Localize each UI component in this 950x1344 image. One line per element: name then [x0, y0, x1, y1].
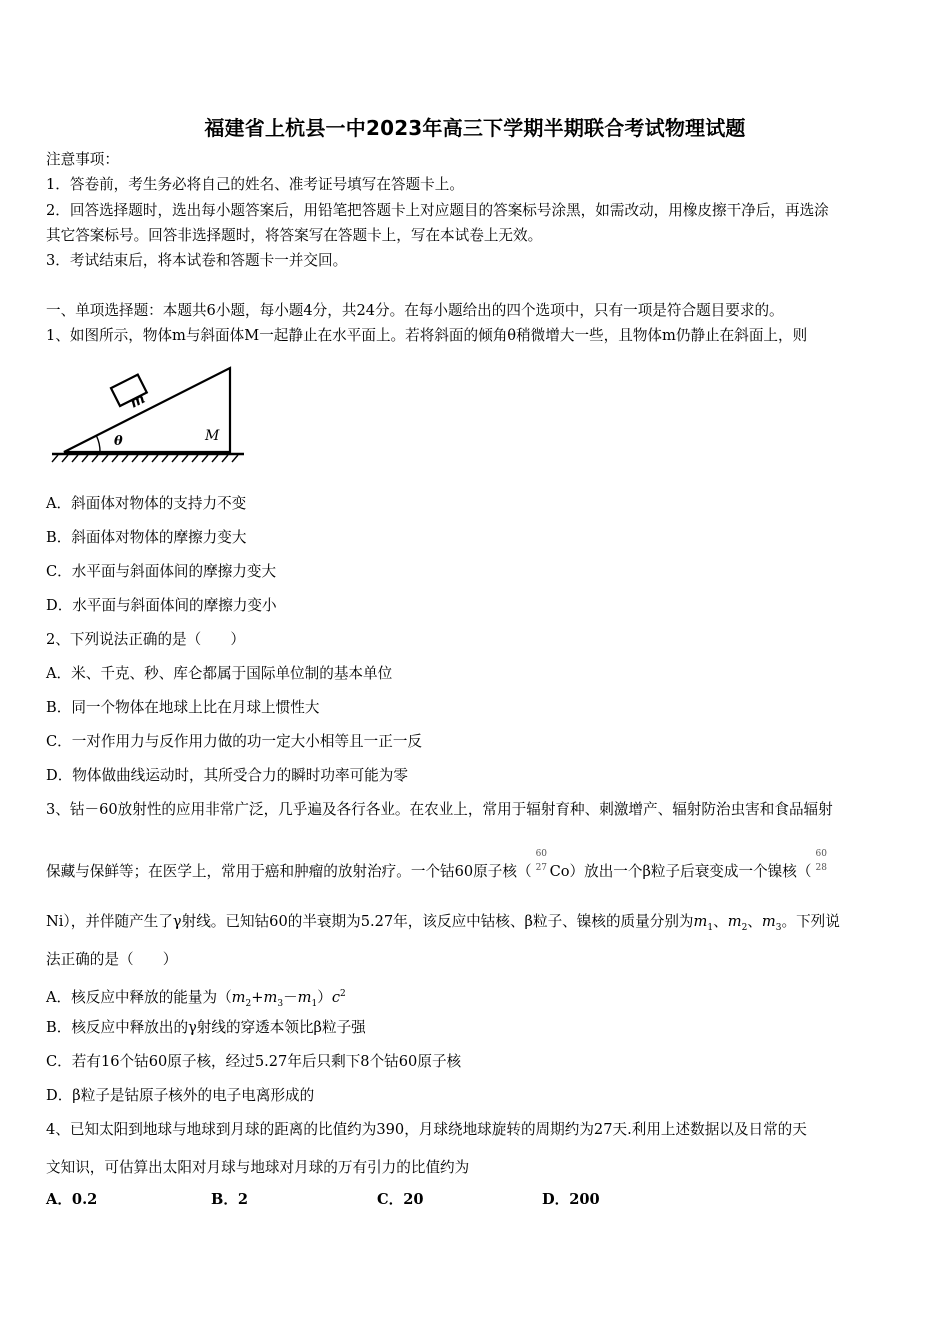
wedge-label: M	[205, 428, 220, 444]
q3-text-3a: Ni），并伴随产生了γ射线。已知钴60的半衰期为5.27年，该反应中钴核、β粒子、镍核的质量分别为	[46, 913, 694, 930]
cobalt-atomic-number: 27	[535, 863, 548, 873]
q4-option-a: A．0.2	[46, 1191, 98, 1208]
ground-hatching	[52, 455, 238, 462]
option-a-m3: m	[263, 988, 278, 1006]
notice-item-2-line-2: 其它答案标号。回答非选择题时，将答案写在答题卡上，写在本试卷上无效。	[46, 227, 543, 244]
notice-item-3: 3．考试结束后，将本试卷和答题卡一并交回。	[46, 252, 348, 269]
question-4-line-2: 文知识，可估算出太阳对月球与地球对月球的万有引力的比值约为	[46, 1159, 470, 1176]
cobalt-mass-number: 60	[535, 849, 548, 859]
separator: 、	[713, 913, 728, 930]
cobalt-nuclide-symbol	[532, 849, 550, 882]
mass-m3-subscript: 3	[775, 922, 782, 933]
q3-text-2b: Co）放出一个β粒子后衰变成一个镍核（	[549, 863, 812, 880]
question-3-line-3	[46, 912, 908, 938]
mass-m1: m	[693, 913, 708, 930]
block-label: m	[127, 390, 148, 412]
q3-option-c: C．若有16个钴60原子核，经过5.27年后只剩下8个钴60原子核	[46, 1053, 462, 1070]
angle-label: θ	[114, 434, 123, 449]
mass-m2: m	[727, 913, 742, 930]
close-paren: ）	[317, 988, 332, 1006]
mass-m2-subscript: 2	[741, 922, 748, 933]
option-a-m1-subscript: 1	[311, 998, 318, 1009]
minus-sign: －	[283, 988, 298, 1006]
q1-option-c: C．水平面与斜面体间的摩擦力变大	[46, 563, 277, 580]
q2-option-c: C．一对作用力与反作用力做的功一定大小相等且一正一反	[46, 733, 423, 750]
angle-arc	[97, 436, 101, 452]
question-2-stem: 2、下列说法正确的是（ ）	[46, 631, 246, 648]
q2-option-a: A．米、千克、秒、库仑都属于国际单位制的基本单位	[46, 665, 393, 682]
speed-of-light: c	[331, 988, 341, 1006]
notice-item-2-line-1: 2．回答选择题时，选出每小题答案后，用铅笔把答题卡上对应题目的答案标号涂黑，如需改动，用橡皮擦干净后，再选涂	[46, 202, 829, 219]
option-a-m2-subscript: 2	[245, 998, 252, 1009]
q3-option-d: D．β粒子是钴原子核外的电子电离形成的	[46, 1087, 315, 1104]
nickel-atomic-number: 28	[815, 863, 827, 873]
option-a-m2: m	[231, 988, 246, 1006]
q4-option-b: B．2	[211, 1191, 249, 1208]
question-4-line-1: 4、已知太阳到地球与地球到月球的距离的比值约为390，月球绕地球旋转的周期约为27天.利用上述数据以及日常的天	[46, 1121, 807, 1138]
question-3-line-1: 3、钴－60放射性的应用非常广泛，几乎遍及各行各业。在农业上，常用于辐射育种、刺激增产、辐射防治虫害和食品辐射	[46, 801, 833, 818]
plus-sign: +	[251, 988, 264, 1006]
mass-m3: m	[761, 913, 776, 930]
mass-m1-subscript: 1	[707, 922, 714, 933]
exponent: 2	[340, 989, 346, 999]
option-a-m3-subscript: 3	[277, 998, 284, 1009]
q1-option-d: D．水平面与斜面体间的摩擦力变小	[46, 597, 277, 614]
q4-option-c: C．20	[377, 1191, 424, 1208]
separator: 、	[747, 913, 762, 930]
q3-text-2a: 保藏与保鲜等；在医学上，常用于癌和肿瘤的放射治疗。一个钴60原子核（	[46, 863, 532, 880]
nickel-mass-number: 60	[815, 849, 827, 859]
q2-option-d: D．物体做曲线运动时，其所受合力的瞬时功率可能为零	[46, 767, 408, 784]
section-heading: 一、单项选择题：本题共6小题，每小题4分，共24分。在每小题给出的四个选项中，只有一项是符合题目要求的。	[46, 302, 784, 319]
option-a-m1: m	[297, 988, 312, 1006]
page-title: 福建省上杭县一中2023年高三下学期半期联合考试物理试题	[204, 116, 746, 140]
q3-option-a	[46, 984, 908, 1014]
nickel-nuclide-symbol	[811, 849, 829, 882]
q3-option-b: B．核反应中释放出的γ射线的穿透本领比β粒子强	[46, 1019, 366, 1036]
question-1-stem: 1、如图所示，物体m与斜面体M一起静止在水平面上。若将斜面的倾角θ稍微增大一些，且物体m仍静止在斜面上，则	[46, 327, 808, 344]
q4-option-d: D．200	[542, 1191, 600, 1208]
q3-text-3b: 。下列说	[781, 913, 840, 930]
incline-diagram	[50, 364, 250, 464]
question-3-line-2	[46, 849, 908, 882]
q1-option-b: B．斜面体对物体的摩擦力变大	[46, 529, 247, 546]
q1-option-a: A．斜面体对物体的支持力不变	[46, 495, 247, 512]
notice-heading: 注意事项：	[46, 151, 119, 168]
notice-item-1: 1．答卷前，考生务必将自己的姓名、准考证号填写在答题卡上。	[46, 176, 464, 193]
q3-a-prefix: A．核反应中释放的能量为（	[46, 988, 232, 1006]
question-3-line-4: 法正确的是（ ）	[46, 951, 178, 968]
q2-option-b: B．同一个物体在地球上比在月球上惯性大	[46, 699, 320, 716]
